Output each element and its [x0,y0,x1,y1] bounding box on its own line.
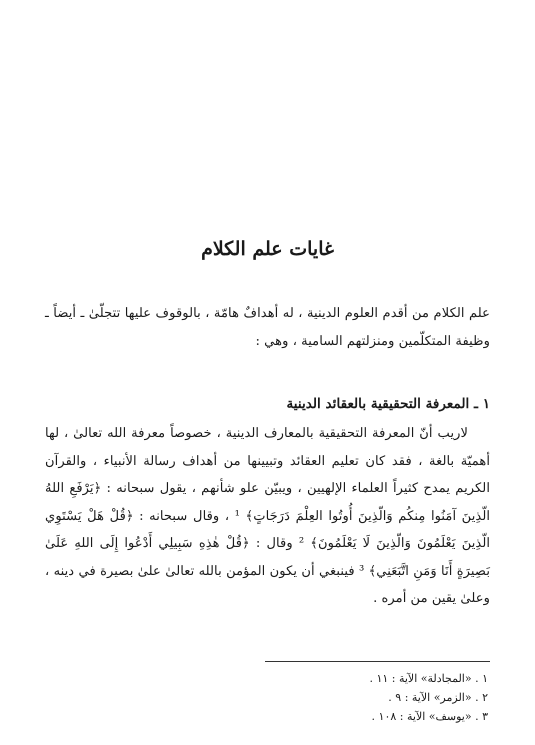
footnote-item: ١ . «المجادلة» الآية : ١١ . [369,672,488,685]
footnotes-list [188,669,488,726]
section-heading: ١ ـ المعرفة التحقيقية بالعقائد الدينية [286,396,490,412]
page-title: غايات علم الكلام [201,238,334,260]
footnote-item: ٣ . «يوسف» الآية : ١٠٨ . [371,710,488,723]
intro-paragraph: علم الكلام من أقدم العلوم الدينية ، له أهدافٌ هامّة ، بالوقوف عليها تتجلّىٰ ـ أيضاً ـ وظيفة المتكلّمين ومنزلتهم السامية ، وهي : [45,306,490,349]
footnote-item: ٢ . «الزمر» الآية : ٩ . [388,691,488,704]
footnote-divider [265,661,490,662]
section-body: لاريب أنّ المعرفة التحقيقية بالمعارف الدينية ، خصوصاً معرفة الله تعالىٰ ، لها أهميّة بالغة ، فقد كان تعليم العقائد وتبيينها من أهداف رسالة الأنبياء ، والقرآن الكريم يمدح كثيراً العلماء الإلهيين ، ويبيّن علو شأنهم ، يقول سبحانه : ﴿يَرْفَعِ اللهُ الّذِينَ آمَنُوا مِنكُم وَالّذِينَ أُوتُوا العِلْمَ دَرَجَاتٍ﴾ ¹ ، وقال سبحانه : ﴿قُلْ هَلْ يَسْتَوِي الّذِينَ يَعْلَمُونَ وَالّذِينَ لَا يَعْلَمُونَ﴾ ² وقال : ﴿قُلْ هٰذِهِ سَبِيلِي أَدْعُوا إِلَى اللهِ عَلَىٰ بَصِيرَةٍ أَنَا وَمَنِ اتَّبَعَنِي﴾ ³ فينبغي أن يكون المؤمن بالله تعالىٰ علىٰ بصيرة في دينه ، وعلىٰ يقين من أمره . [45,426,491,606]
